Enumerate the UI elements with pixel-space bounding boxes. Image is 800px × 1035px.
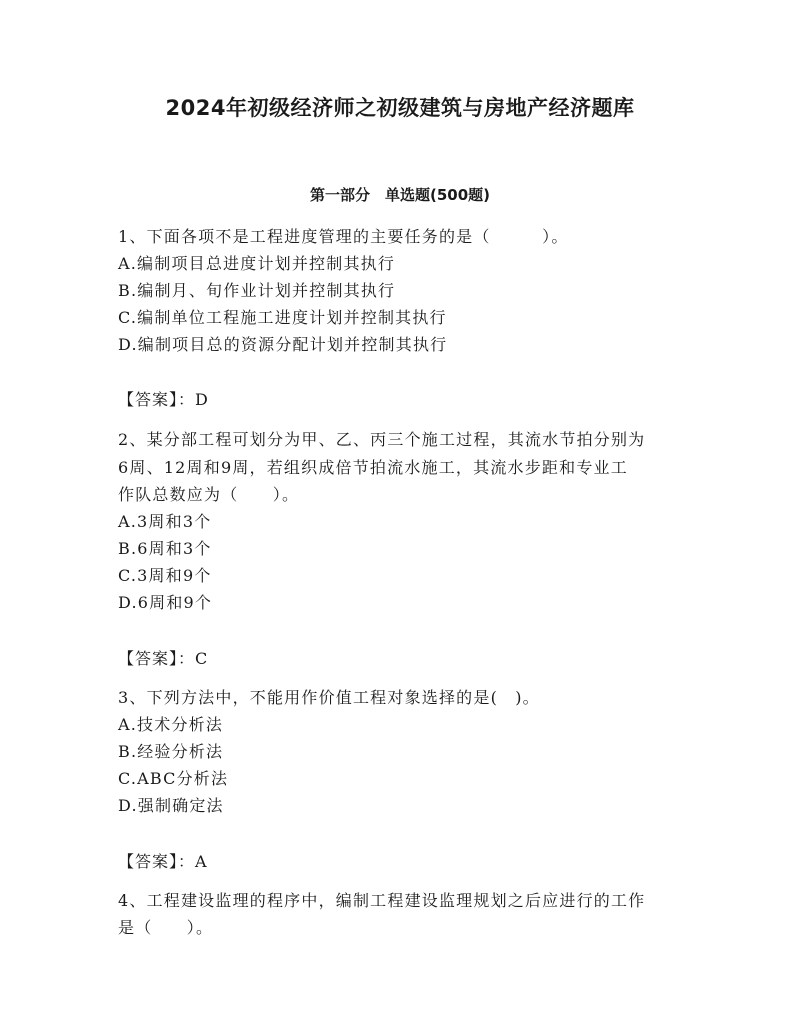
question-4-stem-line-2: 是（ ）。 (118, 918, 214, 937)
question-2-answer: 【答案】：C (118, 649, 209, 668)
question-2-stem-line-2: 6周、12周和9周，若组织成倍节拍流水施工，其流水步距和专业工 (118, 458, 628, 477)
question-3-option-a: A.技术分析法 (118, 715, 224, 734)
question-1-answer: 【答案】：D (118, 390, 209, 409)
question-2-stem-line-1: 2、某分部工程可划分为甲、乙、丙三个施工过程，其流水节拍分别为 (118, 430, 646, 449)
question-4-stem-line-1: 4、工程建设监理的程序中，编制工程建设监理规划之后应进行的工作 (118, 891, 646, 910)
document-title: 2024年初级经济师之初级建筑与房地产经济题库 (165, 96, 635, 120)
question-3-option-d: D.强制确定法 (118, 796, 224, 815)
question-1-stem: 1、下面各项不是工程进度管理的主要任务的是（ ）。 (118, 227, 569, 246)
question-3-option-b: B.经验分析法 (118, 742, 224, 761)
question-2-option-b: B.6周和3个 (118, 539, 212, 558)
question-2-option-c: C.3周和9个 (118, 566, 212, 585)
question-1-option-c: C.编制单位工程施工进度计划并控制其执行 (118, 308, 447, 327)
question-3-option-c: C.ABC分析法 (118, 769, 229, 788)
question-3-answer: 【答案】：A (118, 852, 208, 871)
question-3-stem: 3、下列方法中，不能用作价值工程对象选择的是( )。 (118, 688, 540, 707)
question-1-option-a: A.编制项目总进度计划并控制其执行 (118, 254, 396, 273)
question-2-stem-line-3: 作队总数应为（ ）。 (118, 485, 300, 504)
section-heading: 第一部分 单选题(500题) (309, 186, 491, 204)
question-2-option-a: A.3周和3个 (118, 512, 212, 531)
question-1-option-b: B.编制月、旬作业计划并控制其执行 (118, 281, 396, 300)
question-1-option-d: D.编制项目总的资源分配计划并控制其执行 (118, 335, 448, 354)
question-2-option-d: D.6周和9个 (118, 593, 213, 612)
